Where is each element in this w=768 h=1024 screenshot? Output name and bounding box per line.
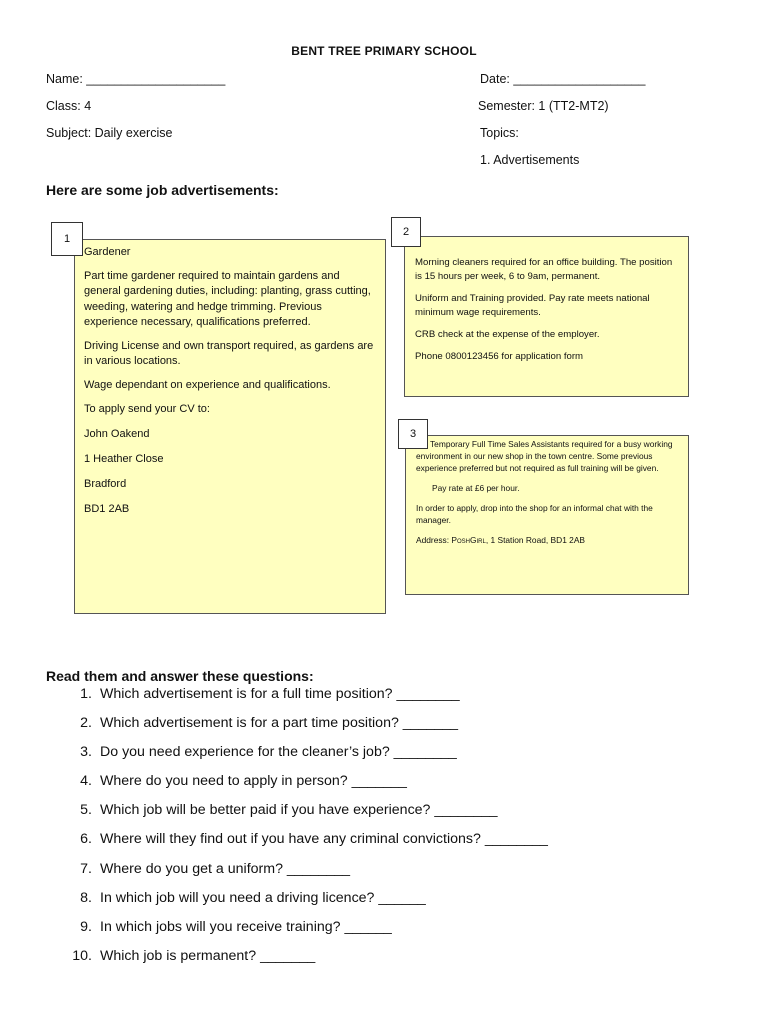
questions-heading: Read them and answer these questions: xyxy=(46,668,314,684)
ad1-address-line: BD1 2AB xyxy=(84,503,130,516)
intro-heading: Here are some job advertisements: xyxy=(46,182,279,198)
question-item xyxy=(62,831,742,860)
question-item xyxy=(62,948,742,977)
class-line: Class: 4 xyxy=(46,99,92,113)
name-line: Name: ____________________ xyxy=(46,72,226,86)
question-item xyxy=(62,744,742,773)
question-text: Which advertisement is for a full time position? ________ xyxy=(100,686,460,702)
ad2-paragraph: Morning cleaners required for an office building. The position is 15 hours per week, 6 to 9am, permanent. xyxy=(415,257,673,282)
question-number: 9. xyxy=(80,918,92,935)
ad3-paragraph: Temporary Full Time Sales Assistants required for a busy working environment in our new shop in the town centre. Some previous experience preferred but not required as full training will be given. xyxy=(416,439,673,473)
question-item xyxy=(62,715,742,744)
question-number: 2. xyxy=(80,715,92,732)
question-number: 4. xyxy=(80,773,92,790)
question-text: Where do you get a uniform? ________ xyxy=(100,860,351,877)
ad3-address-rest: , 1 Station Road, BD1 2AB xyxy=(485,534,586,545)
question-number: 5. xyxy=(80,802,92,819)
ad-sales-assistant xyxy=(405,435,689,595)
question-number: 8. xyxy=(80,889,92,906)
question-text: In which job will you need a driving licence? ______ xyxy=(100,889,426,906)
question-text: Do you need experience for the cleaner’s job? ________ xyxy=(100,744,457,761)
ad3-paragraph: In order to apply, drop into the shop for an informal chat with the manager. xyxy=(416,502,653,525)
ad3-number: 3 xyxy=(398,419,428,449)
ad1-number: 1 xyxy=(51,222,83,256)
ad1-paragraph: Part time gardener required to maintain gardens and general gardening duties, including: planting, grass cutting, weeding, watering and hedge trimming. Previous experience necessary, qualifications preferred. xyxy=(84,270,371,328)
ad-cleaner xyxy=(404,236,689,397)
question-text: Which job will be better paid if you have experience? ________ xyxy=(100,802,498,819)
question-number: 1. xyxy=(80,686,92,702)
ad3-address xyxy=(416,535,680,547)
ad2-paragraph: CRB check at the expense of the employer. xyxy=(415,328,600,340)
question-item xyxy=(62,919,742,948)
date-line: Date: ___________________ xyxy=(480,72,646,86)
ad3-address-label: Address: xyxy=(416,534,452,545)
question-text: Which job is permanent? _______ xyxy=(100,947,316,964)
ad1-title: Gardener xyxy=(84,246,131,258)
ad3-paragraph: Pay rate at £6 per hour. xyxy=(432,482,520,493)
question-text: Where do you need to apply in person? _______ xyxy=(100,773,407,790)
question-item xyxy=(62,773,742,802)
questions-list xyxy=(62,686,742,977)
question-number: 7. xyxy=(80,860,92,877)
topic-item: 1. Advertisements xyxy=(480,153,580,167)
question-item xyxy=(62,686,742,715)
question-number: 6. xyxy=(80,831,92,848)
ad2-number: 2 xyxy=(391,217,421,247)
question-text: Where will they find out if you have any criminal convictions? ________ xyxy=(100,831,548,848)
question-text: Which advertisement is for a part time position? _______ xyxy=(100,715,459,732)
subject-line: Subject: Daily exercise xyxy=(46,126,173,140)
question-number: 10. xyxy=(72,947,92,964)
question-number: 3. xyxy=(80,744,92,761)
ad2-paragraph: Phone 0800123456 for application form xyxy=(415,350,584,362)
ad1-paragraph: Wage dependant on experience and qualifications. xyxy=(84,379,331,392)
ad1-paragraph: Driving License and own transport required, as gardens are in various locations. xyxy=(84,339,374,368)
ad1-address-line: John Oakend xyxy=(84,427,150,440)
question-item xyxy=(62,861,742,890)
question-item xyxy=(62,802,742,831)
ad1-address-line: 1 Heather Close xyxy=(84,452,164,465)
ad3-shop-name: PoshGirl xyxy=(451,534,486,545)
question-text: In which jobs will you receive training? ______ xyxy=(100,918,392,935)
topics-label: Topics: xyxy=(480,126,519,140)
question-item xyxy=(62,890,742,919)
semester-line: Semester: 1 (TT2-MT2) xyxy=(478,99,609,113)
ad-gardener xyxy=(74,239,386,614)
ad1-address-line: Bradford xyxy=(84,477,127,490)
ad2-paragraph: Uniform and Training provided. Pay rate meets national minimum wage requirements. xyxy=(415,292,650,318)
school-name: BENT TREE PRIMARY SCHOOL xyxy=(291,44,477,58)
ad1-paragraph: To apply send your CV to: xyxy=(84,403,210,416)
